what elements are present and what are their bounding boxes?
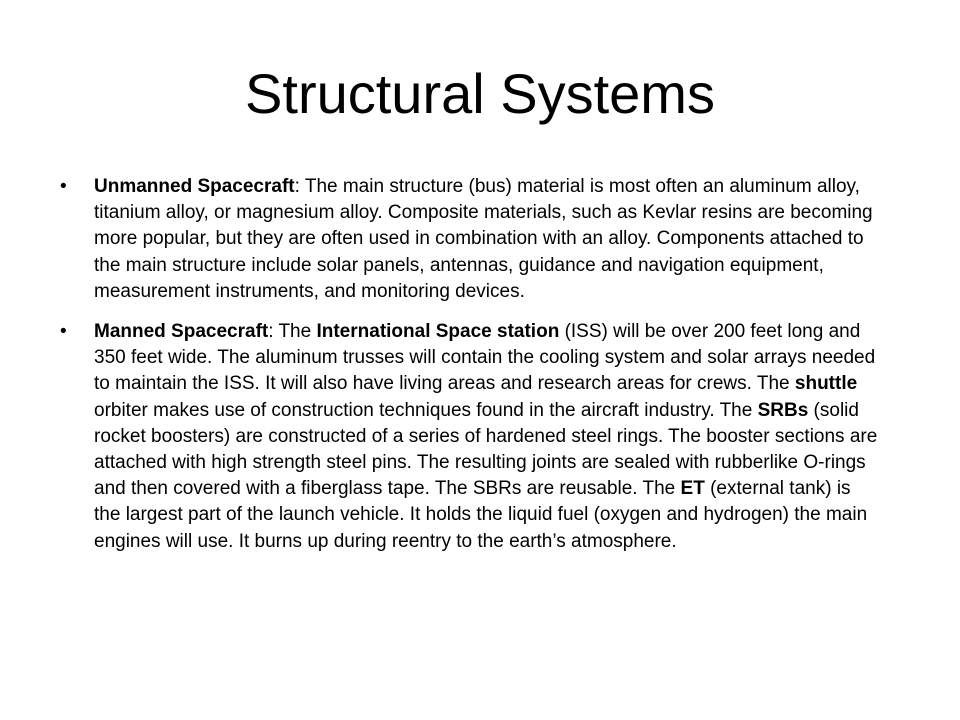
bullet-body-text: : The main structure (bus) material is most often an aluminum alloy, titanium alloy, or magnesium alloy. Composite materials, such as Kevlar resins are becoming more popular, but they are often used in combination with an alloy. Components attached to the main structure include solar panels, antennas, guidance and navigation equipment, measurement instruments, and monitoring devices. <box>94 176 873 302</box>
bullet-text <box>94 321 877 552</box>
bullet-body-text: : The <box>268 321 317 343</box>
bullet-body-text: (ISS) will be over 200 feet long and 350 feet wide. The aluminum trusses will contain the cooling system and solar arrays needed to maintain the ISS. It will also have living areas and research areas for crews. The <box>94 321 876 395</box>
slide-title: Structural Systems <box>245 62 715 125</box>
term-iss: International Space station <box>316 321 560 343</box>
slide-body <box>58 174 880 569</box>
bullet-icon: • <box>60 321 67 343</box>
term-shuttle: shuttle <box>794 373 858 395</box>
bullet-icon: • <box>60 176 67 197</box>
bullet-text <box>94 176 873 302</box>
bullet-item-manned-spacecraft <box>58 319 880 555</box>
bullet-heading: Manned Spacecraft <box>94 321 269 343</box>
bullet-body-text: (solid rocket boosters) are constructed of a series of hardened steel rings. The booster sections are attached with high strength steel pins. The resulting joints are sealed with rubberlike O-rings and then covered with a fiberglass tape. The SBRs are reusable. The <box>94 399 878 500</box>
term-et: ET <box>680 478 705 500</box>
bullet-body-text: (external tank) is the largest part of the launch vehicle. It holds the liquid fuel (oxygen and hydrogen) the main engines will use. It burns up during reentry to the earth’s atmosphere. <box>94 478 868 552</box>
bullet-body-text: orbiter makes use of construction techniques found in the aircraft industry. The <box>94 399 758 421</box>
bullet-item-unmanned-spacecraft <box>58 174 880 305</box>
term-srbs: SRBs <box>757 399 809 421</box>
bullet-heading: Unmanned Spacecraft <box>94 176 295 197</box>
